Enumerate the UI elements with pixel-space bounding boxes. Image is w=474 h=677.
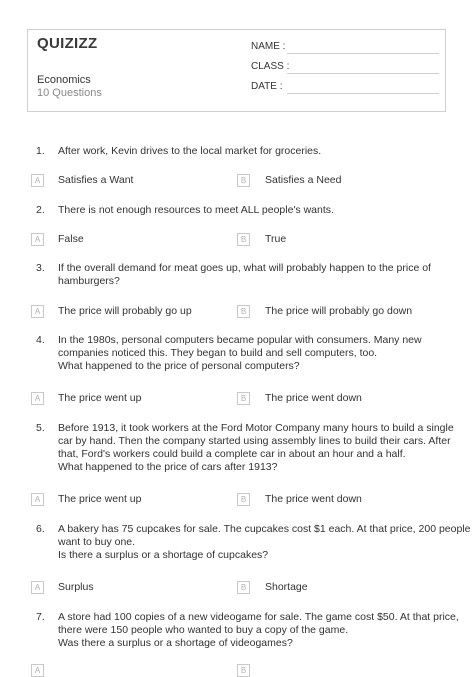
question-text: [58, 204, 448, 217]
question-line: A bakery has 75 cupcakes for sale. The cupcakes cost $1 each. At that price, 200 people: [58, 523, 471, 535]
option-text: Surplus: [58, 581, 94, 593]
option-letter-box: B: [237, 392, 250, 405]
option-letter-box: A: [31, 233, 44, 246]
option-text: Satisfies a Want: [58, 174, 134, 186]
subject-title: Economics: [37, 74, 91, 86]
question-line: If the overall demand for meat goes up, what will probably happen to the price of: [58, 262, 431, 274]
option-letter-box: B: [237, 581, 250, 594]
question-count: 10 Questions: [37, 87, 102, 99]
option-letter-box: B: [237, 493, 250, 506]
question-line: Was there a surplus or a shortage of videogames?: [58, 637, 293, 649]
option-letter-box: B: [237, 174, 250, 187]
question-line: that, Ford's workers could build a complete car in about an hour and a half.: [58, 448, 406, 460]
option-letter-box: A: [31, 392, 44, 405]
option-text: False: [58, 233, 84, 245]
option-letter-box: B: [237, 233, 250, 246]
option-text: Shortage: [265, 581, 308, 593]
question-text: [58, 422, 454, 474]
question-text: [58, 611, 459, 650]
question-text: [58, 262, 448, 288]
question-line: want to buy one.: [58, 536, 136, 548]
question-line: What happened to the price of personal computers?: [58, 360, 300, 372]
option-letter-box: A: [31, 664, 44, 677]
name-line: [287, 53, 439, 54]
quizizz-logo: QUIZIZZ: [37, 35, 98, 52]
question-number: 2.: [36, 204, 45, 216]
class-line: [287, 73, 439, 74]
option-text: The price went up: [58, 392, 142, 404]
option-letter-box: A: [31, 493, 44, 506]
question-number: 5.: [36, 422, 45, 434]
date-label: DATE :: [251, 81, 283, 92]
question-line: There is not enough resources to meet ALL people's wants.: [58, 204, 334, 216]
question-number: 7.: [36, 611, 45, 623]
option-text: The price will probably go down: [265, 305, 413, 317]
option-letter-box: A: [31, 305, 44, 318]
question-line: After work, Kevin drives to the local market for groceries.: [58, 145, 322, 157]
option-text: True: [265, 233, 287, 245]
option-letter-box: B: [237, 664, 250, 677]
class-field[interactable]: [251, 61, 439, 75]
class-label: CLASS :: [251, 61, 290, 72]
option-text: The price went down: [265, 493, 362, 505]
option-letter-box: B: [237, 305, 250, 318]
option-text: The price went down: [265, 392, 362, 404]
date-line: [287, 93, 439, 94]
question-line: A store had 100 copies of a new videogame for sale. The game cost $50. At that price,: [58, 611, 459, 623]
question-line: Before 1913, it took workers at the Ford Motor Company many hours to build a single: [58, 422, 454, 434]
question-number: 6.: [36, 523, 45, 535]
question-line: Is there a surplus or a shortage of cupcakes?: [58, 549, 269, 561]
option-text: The price will probably go up: [58, 305, 192, 317]
question-text: [58, 523, 471, 562]
question-line: What happened to the price of cars after 1913?: [58, 461, 278, 473]
question-text: [58, 145, 448, 158]
question-line: hamburgers?: [58, 275, 120, 287]
question-line: car by hand. Then the company started using assembly lines to build their cars. After: [58, 435, 451, 447]
option-text: The price went up: [58, 493, 142, 505]
question-line: In the 1980s, personal computers became popular with consumers. Many new: [58, 334, 422, 346]
question-line: there were 150 people who wanted to buy a copy of the game.: [58, 624, 349, 636]
option-text: Satisfies a Need: [265, 174, 342, 186]
worksheet-header: [27, 29, 446, 112]
question-line: companies noticed this. They began to build and sell computers, too.: [58, 347, 378, 359]
option-letter-box: A: [31, 174, 44, 187]
name-field[interactable]: [251, 41, 439, 55]
date-field[interactable]: [251, 81, 439, 95]
question-number: 3.: [36, 262, 45, 274]
option-letter-box: A: [31, 581, 44, 594]
question-text: [58, 334, 448, 373]
question-number: 1.: [36, 145, 45, 157]
question-number: 4.: [36, 334, 45, 346]
name-label: NAME :: [251, 41, 286, 52]
